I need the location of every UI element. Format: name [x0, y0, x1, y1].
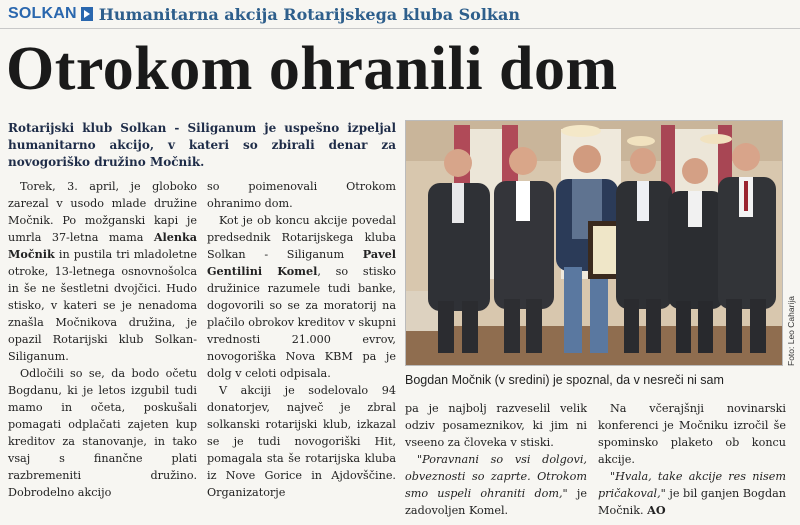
paragraph: Odločili so se, da bodo očetu Bogdanu, ki je letos izgubil tudi mamo in očeta, poskušali pomagati odplačati zajeten kup kreditov za stanovanje, in tako vsaj s finančne plati razbremeniti družino. Dobrodelno akcijo [8, 367, 197, 499]
article-column-2 [207, 178, 396, 501]
section-label: SOLKAN [8, 5, 77, 22]
author-signature: AO [647, 503, 666, 517]
kicker [8, 3, 520, 25]
text: in pustila tri mladoletne otroke, 13-letnega osnovnošolca in še ne šestletni dvojčici. Hudo stisko, v kateri se je nenadoma znašla Močnikova družina, je opazil Rotarijski klub Solkan-Siliganum. [8, 248, 197, 363]
article-column-3 [405, 400, 587, 519]
quote: "Hvala, take akcije res nisem pričakoval," [598, 470, 786, 500]
article-column-1 [8, 178, 197, 501]
paragraph [598, 468, 786, 519]
photo-caption: Bogdan Močnik (v sredini) je spoznal, da v nesreči ni sam [405, 373, 724, 387]
group-photo [405, 120, 783, 366]
text: je zadovoljen Komel. [405, 487, 587, 517]
quote: "Poravnani so vsi dolgovi, obveznosti so zaprte. Otrokom smo uspeli ohraniti dom," [405, 453, 587, 500]
text: Kot je ob koncu akcije povedal predsednik Rotarijskega kluba Solkan - Siliganum [207, 214, 396, 261]
paragraph: Na včerajšnji novinarski konferenci je Močniku izročil še spominsko plaketo ob koncu akcije. [598, 402, 786, 466]
kicker-title: Humanitarna akcija Rotarijskega kluba Solkan [98, 4, 521, 24]
paragraph: so poimenovali Otrokom ohranimo dom. [207, 180, 396, 210]
lede: Rotarijski klub Solkan - Siliganum je uspešno izpeljal humanitarno akcijo, v kateri so zbirali denar za novogoriško družino Močnik. [8, 121, 396, 169]
paragraph [8, 178, 197, 365]
text: Torek, 3. april, je globoko zarezal v usodo mlade družine Močnik. Po možganski kapi je umrla 37-letna mama [8, 180, 197, 244]
text: , so stisko družinice razumele tudi banke, dogovorili so se za moratorij na plačilo obrokov kreditov v skupni vrednosti 21.000 evrov, novogoriška Nova KBM pa je dolg v celoti odpisala. [207, 265, 396, 380]
play-arrow-icon [81, 7, 93, 21]
paragraph: V akciji je sodelovalo 94 donatorjev, največ je zbral solkanski rotarijski klub, izkazal se je tudi novogoriški Hit, pomagala sta še rotarijska kluba iz Nove Gorice in Ajdovščine. Organizatorje [207, 384, 396, 499]
text: je bil ganjen Bogdan Močnik. [598, 487, 786, 517]
divider [0, 28, 800, 29]
paragraph [207, 212, 396, 382]
photo-credit-text: Foto: Leo Caharija [786, 296, 796, 366]
paragraph [405, 451, 587, 519]
paragraph: pa je najbolj razveselil velik odziv posameznikov, ki jim ni vseeno za človeka v stiski. [405, 402, 587, 449]
person-name: Alenka Močnik [8, 230, 197, 261]
person-name: Pavel Gentilini Komel [207, 247, 396, 278]
headline: Otrokom ohranili dom [6, 35, 618, 103]
article-column-4 [598, 400, 786, 519]
